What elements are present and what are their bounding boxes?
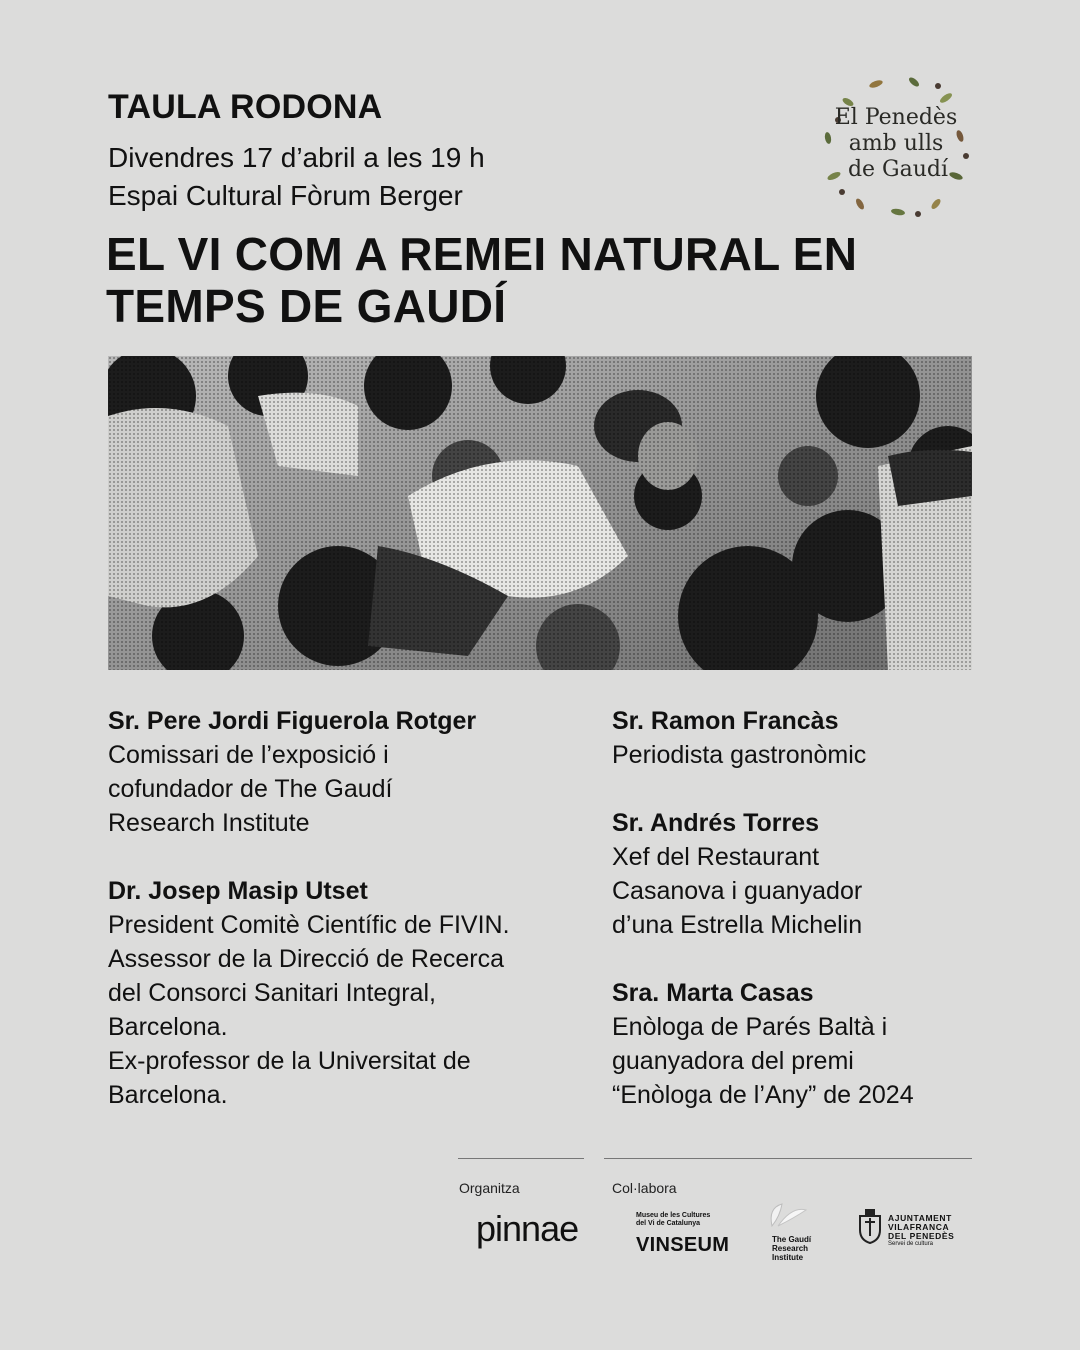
event-logo-line3: de Gaudí <box>847 157 949 182</box>
speaker-entry <box>612 976 1032 1112</box>
vinseum-wordmark: VINSEUM <box>636 1234 730 1256</box>
event-logo-line2: amb ulls <box>848 131 944 156</box>
speaker-name: Sr. Pere Jordi Figuerola Rotger <box>108 707 477 735</box>
event-logo <box>818 72 974 222</box>
speaker-role: Comissari de l’exposició i cofundador de The Gaudí Research Institute <box>108 741 393 837</box>
organizer-label: Organitza <box>459 1180 520 1196</box>
speaker-role: Periodista gastronòmic <box>612 741 867 769</box>
vinseum-logo <box>636 1212 746 1257</box>
speaker-role: President Comitè Científic de FIVIN. Assessor de la Direcció de Recerca del Consorci Sanitari Integral, Barcelona. Ex-professor de la Universitat de Barcelona. <box>108 911 510 1109</box>
coat-of-arms-icon <box>856 1208 884 1244</box>
gaudi-institute-text: The Gaudí Research Institute <box>772 1235 812 1262</box>
speaker-entry <box>612 806 1032 942</box>
speaker-role: Xef del Restaurant Casanova i guanyador d’una Estrella Michelin <box>612 843 863 939</box>
divider <box>458 1158 584 1159</box>
speaker-name: Dr. Josep Masip Utset <box>108 877 368 905</box>
ajuntament-text: AJUNTAMENT VILAFRANCA DEL PENEDÈS <box>888 1213 955 1241</box>
collaborator-label: Col·labora <box>612 1180 677 1196</box>
speaker-name: Sr. Andrés Torres <box>612 809 820 837</box>
event-logo-line1: El Penedès <box>834 105 958 130</box>
speaker-entry <box>108 874 578 1112</box>
event-venue: Espai Cultural Fòrum Berger <box>108 180 463 211</box>
speakers-left-column <box>108 704 578 1146</box>
speaker-entry <box>612 704 1032 772</box>
speaker-name: Sr. Ramon Francàs <box>612 707 839 735</box>
ajuntament-subtitle: Servei de cultura <box>888 1241 934 1247</box>
vinseum-subtitle: Museu de les Cultures del Vi de Catalunya <box>636 1212 711 1227</box>
speakers-right-column <box>612 704 1032 1146</box>
speaker-entry <box>108 704 578 840</box>
event-title: EL VI COM A REMEI NATURAL EN TEMPS DE GAUDÍ <box>106 228 858 332</box>
speaker-role: Enòloga de Parés Baltà i guanyadora del premi “Enòloga de l’Any” de 2024 <box>612 1013 914 1109</box>
pinnae-logo: pinnae <box>476 1208 579 1249</box>
divider <box>604 1158 972 1159</box>
event-date: Divendres 17 d’abril a les 19 h <box>108 142 485 173</box>
harvest-photo <box>108 356 972 670</box>
speaker-name: Sra. Marta Casas <box>612 979 814 1007</box>
gaudi-institute-logo <box>758 1202 828 1262</box>
ajuntament-logo <box>856 1208 966 1249</box>
event-type: TAULA RODONA <box>108 88 383 126</box>
gaudi-institute-icon <box>758 1202 818 1228</box>
